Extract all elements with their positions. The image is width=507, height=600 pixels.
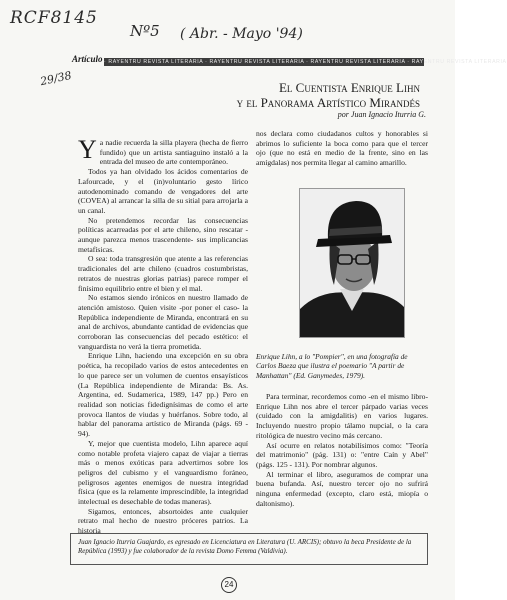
page-number: 24 bbox=[221, 577, 237, 593]
handwritten-archive-code: RCF8145 bbox=[10, 8, 98, 28]
title-line-1: El Cuentista Enrique Lihn bbox=[278, 80, 420, 95]
handwritten-side-note: 29/38 bbox=[38, 68, 73, 89]
paragraph: Para terminar, recordemos como -en el mismo libro- Enrique Lihn nos abre el tercer párpado varias veces (cuidado con la amigdalitis) en varios lugares. Incluyendo nuestro propio tálamo nupcial, o la cara ritológica de nuestro vecino más cercano. bbox=[256, 392, 428, 440]
paragraph: O sea: toda transgresión que atente a las referencias tradicionales del arte chileno (cuadros costumbristas, retratos de nuestras glorias patrias) parece romper el finísimo equilibrio entre el bien y el mal. bbox=[78, 254, 248, 293]
paragraph: Sigamos, entonces, absortoides ante cualquier retrato mal hecho de nuestro próceres patrios. La historia bbox=[78, 506, 248, 536]
column-right-top bbox=[256, 129, 428, 168]
paragraph: No estamos siendo irónicos en nuestro llamado de atención amistoso. Quien visite -por poner el caso- la República independiente de Miranda, encontrará en su anal de archivos, abundante cantidad de evidencias que corroboran las consecuencias del pecado estético: el vanguardista no verá la tierra prometida. bbox=[78, 293, 248, 351]
paragraph: No pretendemos recordar las consecuencias políticas acarreadas por el arte chileno, sino rescatar -aunque parezca menos trascendente- sus implicancias metafísicas. bbox=[78, 215, 248, 254]
article-title bbox=[100, 80, 420, 110]
paragraph: Todos ya han olvidado los ácidos comentarios de Lafourcade, y el (in)voluntario gesto lírico autodenominado comando de vengadores del arte (COVEA) al arrancar la silla de su sitial para arrojarla a un canal. bbox=[78, 167, 248, 215]
title-line-2: y el Panorama Artístico Mirandés bbox=[236, 95, 420, 110]
section-label: Artículo bbox=[72, 54, 103, 64]
author-bio-box: Juan Ignacio Iturria Guajardo, es egresado en Licenciatura en Literatura (U. ARCIS); obtuvo la beca Presidente de la República (1993) y fue colaborador de la revista Domo Femma (Valdivia). bbox=[70, 533, 428, 565]
magazine-banner: · RAYENTRU REVISTA LITERARIA · RAYENTRU REVISTA LITERARIA · RAYENTRU REVISTA LITERARIA · RAYENTRU REVISTA LITERARIA bbox=[104, 59, 507, 65]
drop-cap: Y bbox=[78, 135, 97, 164]
photo-caption: Enrique Lihn, a lo "Pompier", en una fotografía de Carlos Baeza que ilustra el poemario "A partir de Manhattan" (Ed. Ganymedes, 1979). bbox=[256, 352, 408, 380]
paragraph: Al terminar el libro, aseguramos de comprar una buena bufanda. Así, nuestro tercer ojo no sufrirá ninguna enfermedad (excepto, claro está, miopía o daltonismo). bbox=[256, 469, 428, 508]
handwritten-issue-number: Nº5 bbox=[130, 22, 160, 40]
paragraph: Así ocurre en relatos notabilísimos como: "Teoría del matrimonio" (pág. 131) o: "entre Caín y Abel" (págs. 125 - 131). Por nombrar algunos. bbox=[256, 440, 428, 469]
paragraph: a nadie recuerda la silla playera (hecha de fierro fundido) que un artista santiaguino instaló a la entrada del museo de arte contemporáneo. bbox=[99, 138, 248, 167]
paragraph: Enrique Lihn, haciendo una excepción en su obra poética, ha recopilado varios de estos antecedentes en lo que parece ser un volumen de cuentos ensayísticos (La República independiente de Miranda: Bs. As. Argentina, ed. Sudamerica, 1989, 147 pp.) Pero en realidad son noticias fidedignísimas de como el arte provoca llantos de viudas y huérfanos. Sobre todo, al hablar del panorama artístico de Miranda (págs. 69 - 94). bbox=[78, 351, 248, 439]
paragraph: nos declara como ciudadanos cultos y honorables si abrimos lo suficiente la boca como para que el tercer ojo (que no está en medio de la frente, sino en las amígdalas) nos permita llegar al camino amarillo. bbox=[256, 129, 428, 168]
author-photo bbox=[299, 188, 405, 338]
column-right bbox=[256, 392, 428, 508]
paragraph: Y, mejor que cuentista modelo, Lihn aparece aquí como notable profeta viajero capaz de viajar a tierras más o menos exóticas para advertirnos sobre los peligros del cubismo y el vanguardismo foráneo, peligrosos agentes enemigos de nuestra integridad física (que es la relamente imprescindible, la integridad intelectual es desechable de todas maneras). bbox=[78, 438, 248, 507]
byline: por Juan Ignacio Iturria G. bbox=[337, 110, 426, 119]
handwritten-date: ( Abr. - Mayo '94) bbox=[180, 26, 303, 42]
column-left bbox=[78, 135, 248, 536]
